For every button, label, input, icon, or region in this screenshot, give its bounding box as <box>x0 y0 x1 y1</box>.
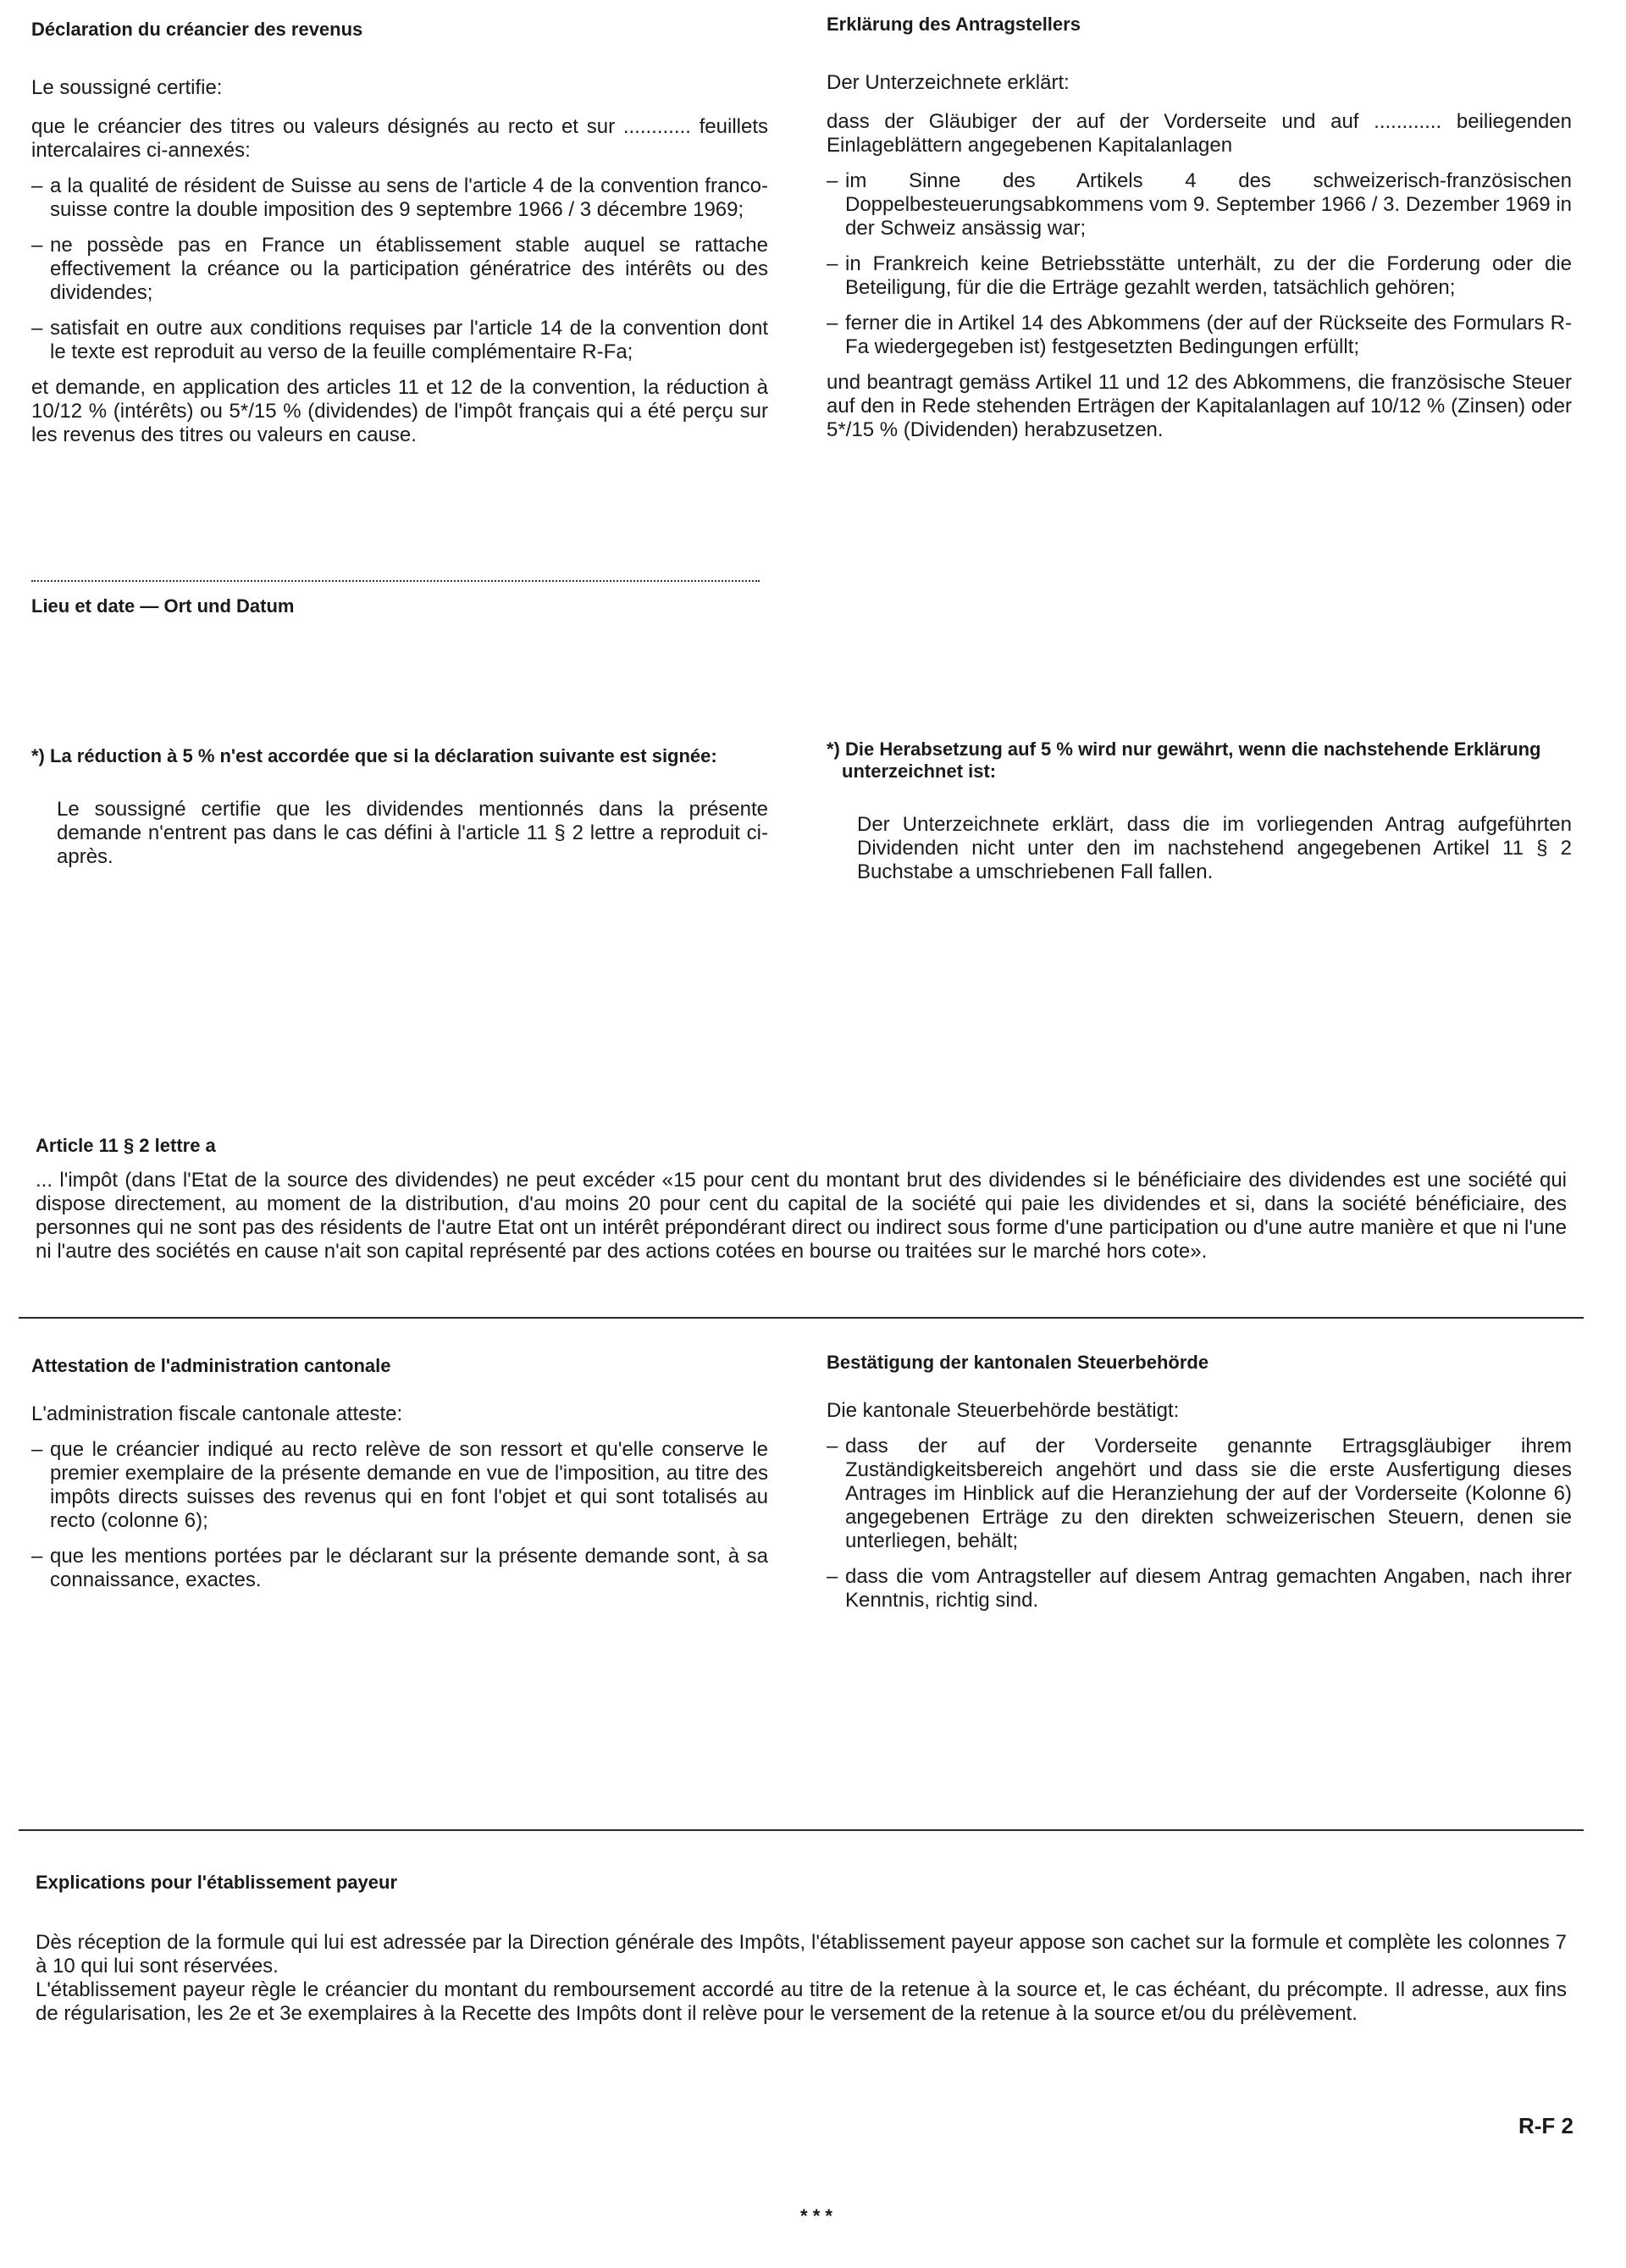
list-item: – satisfait en outre aux conditions requises par l'article 14 de la convention dont le texte est reproduit au verso de la feuille complémentaire R-Fa; <box>31 317 768 363</box>
declaration-heading: Déclaration du créancier des revenus <box>31 19 363 40</box>
article-heading: Article 11 § 2 lettre a <box>36 1135 216 1156</box>
bestaetigung-section <box>827 1352 1572 1624</box>
attestation-section <box>31 1355 768 1604</box>
declaration-creditor-section <box>31 19 768 447</box>
attestation-intro: L'administration fiscale cantonale atteste: <box>31 1402 403 1425</box>
attestation-bullets <box>31 1438 768 1592</box>
section-divider <box>19 1317 1584 1319</box>
erklaerung-intro: dass der Gläubiger der auf der Vorderseite und auf ............ beiliegenden Einlageblättern angegebenen Kapitalanlagen <box>827 110 1572 157</box>
reduction-de-heading: *) Die Herabsetzung auf 5 % wird nur gewährt, wenn die nachstehende Erklärung unterzeichnet ist: <box>827 738 1541 782</box>
erklaerung-bullets <box>827 169 1572 359</box>
explications-heading: Explications pour l'établissement payeur <box>36 1872 398 1893</box>
list-item: – in Frankreich keine Betriebsstätte unterhält, zu der die Forderung oder die Beteiligung, für die die Erträge gezahlt werden, tatsächlich gehören; <box>827 252 1572 299</box>
form-code: R-F 2 <box>1518 2113 1573 2138</box>
bestaetigung-heading: Bestätigung der kantonalen Steuerbehörde <box>827 1352 1209 1373</box>
reduction-fr-section <box>31 745 768 869</box>
section-divider <box>19 1829 1584 1831</box>
page-stars: * * * <box>800 2205 832 2227</box>
explications-p1: Dès réception de la formule qui lui est adressée par la Direction générale des Impôts, l'établissement payeur appose son cachet sur la formule et complète les colonnes 7 à 10 qui lui sont réservées. <box>36 1931 1567 1978</box>
reduction-de-section <box>827 738 1572 884</box>
declaration-bullets <box>31 174 768 364</box>
list-item: – dass der auf der Vorderseite genannte Ertragsgläubiger ihrem Zuständigkeitsbereich angehört und dass sie die erste Ausfertigung dieses Antrages im Hinblick auf die Heranziehung der auf der Vorderseite (Kolonne 6) angegebenen Erträge zu den direkten schweizerischen Steuern, denen sie unterliegen, behält; <box>827 1435 1572 1552</box>
erklaerung-heading: Erklärung des Antragstellers <box>827 14 1081 35</box>
article-section <box>36 1135 1567 1264</box>
bestaetigung-intro: Die kantonale Steuerbehörde bestätigt: <box>827 1399 1180 1422</box>
place-date-line[interactable] <box>31 580 760 582</box>
reduction-de-text: Der Unterzeichnete erklärt, dass die im vorliegenden Antrag aufgeführten Dividenden nicht unter den im nachstehend angegebenen Artikel 11 § 2 Buchstabe a umschriebenen Fall fallen. <box>857 813 1572 883</box>
declaration-certify: Le soussigné certifie: <box>31 76 223 99</box>
list-item: – im Sinne des Artikels 4 des schweizerisch-französischen Doppelbesteuerungsabkommens vom 9. September 1966 / 3. Dezember 1969 in der Schweiz ansässig war; <box>827 169 1572 240</box>
list-item: – que le créancier indiqué au recto relève de son ressort et qu'elle conserve le premier exemplaire de la présente demande en vue de l'imposition, au titre des impôts directs suisses des revenus qui en font l'objet et qui sont totalisés au recto (colonne 6); <box>31 1438 768 1532</box>
attestation-heading: Attestation de l'administration cantonale <box>31 1355 391 1376</box>
list-item: – que les mentions portées par le déclarant sur la présente demande sont, à sa connaissance, exactes. <box>31 1545 768 1591</box>
erklaerung-certify: Der Unterzeichnete erklärt: <box>827 71 1070 94</box>
list-item: – ne possède pas en France un établissement stable auquel se rattache effectivement la créance ou la participation génératrice des intérêts ou des dividendes; <box>31 234 768 304</box>
list-item: – ferner die in Artikel 14 des Abkommens (der auf der Rückseite des Formulars R-Fa wiedergegeben ist) festgesetzten Bedingungen erfüllt; <box>827 312 1572 358</box>
erklaerung-request: und beantragt gemäss Artikel 11 und 12 des Abkommens, die französische Steuer auf den in Rede stehenden Erträgen der Kapitalanlagen auf 10/12 % (Zinsen) oder 5*/15 % (Dividenden) herabzusetzen. <box>827 371 1572 441</box>
reduction-fr-text: Le soussigné certifie que les dividendes mentionnés dans la présente demande n'entrent pas dans le cas défini à l'article 11 § 2 lettre a reproduit ci-après. <box>57 798 768 868</box>
declaration-intro: que le créancier des titres ou valeurs désignés au recto et sur ............ feuillets intercalaires ci-annexés: <box>31 115 768 162</box>
erklaerung-section <box>827 14 1572 442</box>
place-date-section <box>31 595 768 617</box>
place-date-label: Lieu et date — Ort und Datum <box>31 595 295 617</box>
explications-p2: L'établissement payeur règle le créancier du montant du remboursement accordé au titre de la retenue à la source et, le cas échéant, du précompte. Il adresse, aux fins de régularisation, les 2e et 3e exemplaires à la Recette des Impôts dont il relève pour le versement de la retenue à la source et/ou du prélèvement. <box>36 1978 1567 2025</box>
list-item: – dass die vom Antragsteller auf diesem Antrag gemachten Angaben, nach ihrer Kenntnis, richtig sind. <box>827 1565 1572 1612</box>
reduction-fr-heading: *) La réduction à 5 % n'est accordée que si la déclaration suivante est signée: <box>31 745 717 766</box>
article-text: ... l'impôt (dans l'Etat de la source des dividendes) ne peut excéder «15 pour cent du montant brut des dividendes si le bénéficiaire des dividendes est une société qui dispose directement, au moment de la distribution, d'au moins 20 pour cent du capital de la société qui paie les dividendes et si, dans la société bénéficiaire, des personnes qui ne sont pas des résidents de l'autre Etat ont un intérêt prépondérant direct ou indirect sous forme d'une participation ou d'une autre manière et que ni l'une ni l'autre des sociétés en cause n'ait son capital représenté par des actions cotées en bourse ou traitées sur le marché hors cote». <box>36 1169 1567 1263</box>
declaration-request: et demande, en application des articles 11 et 12 de la convention, la réduction à 10/12 % (intérêts) ou 5*/15 % (dividendes) de l'impôt français qui a été perçu sur les revenus des titres ou valeurs en cause. <box>31 376 768 446</box>
list-item: – a la qualité de résident de Suisse au sens de l'article 4 de la convention franco-suisse contre la double imposition des 9 septembre 1966 / 3 décembre 1969; <box>31 174 768 221</box>
bestaetigung-bullets <box>827 1435 1572 1612</box>
explications-section <box>36 1872 1567 2026</box>
